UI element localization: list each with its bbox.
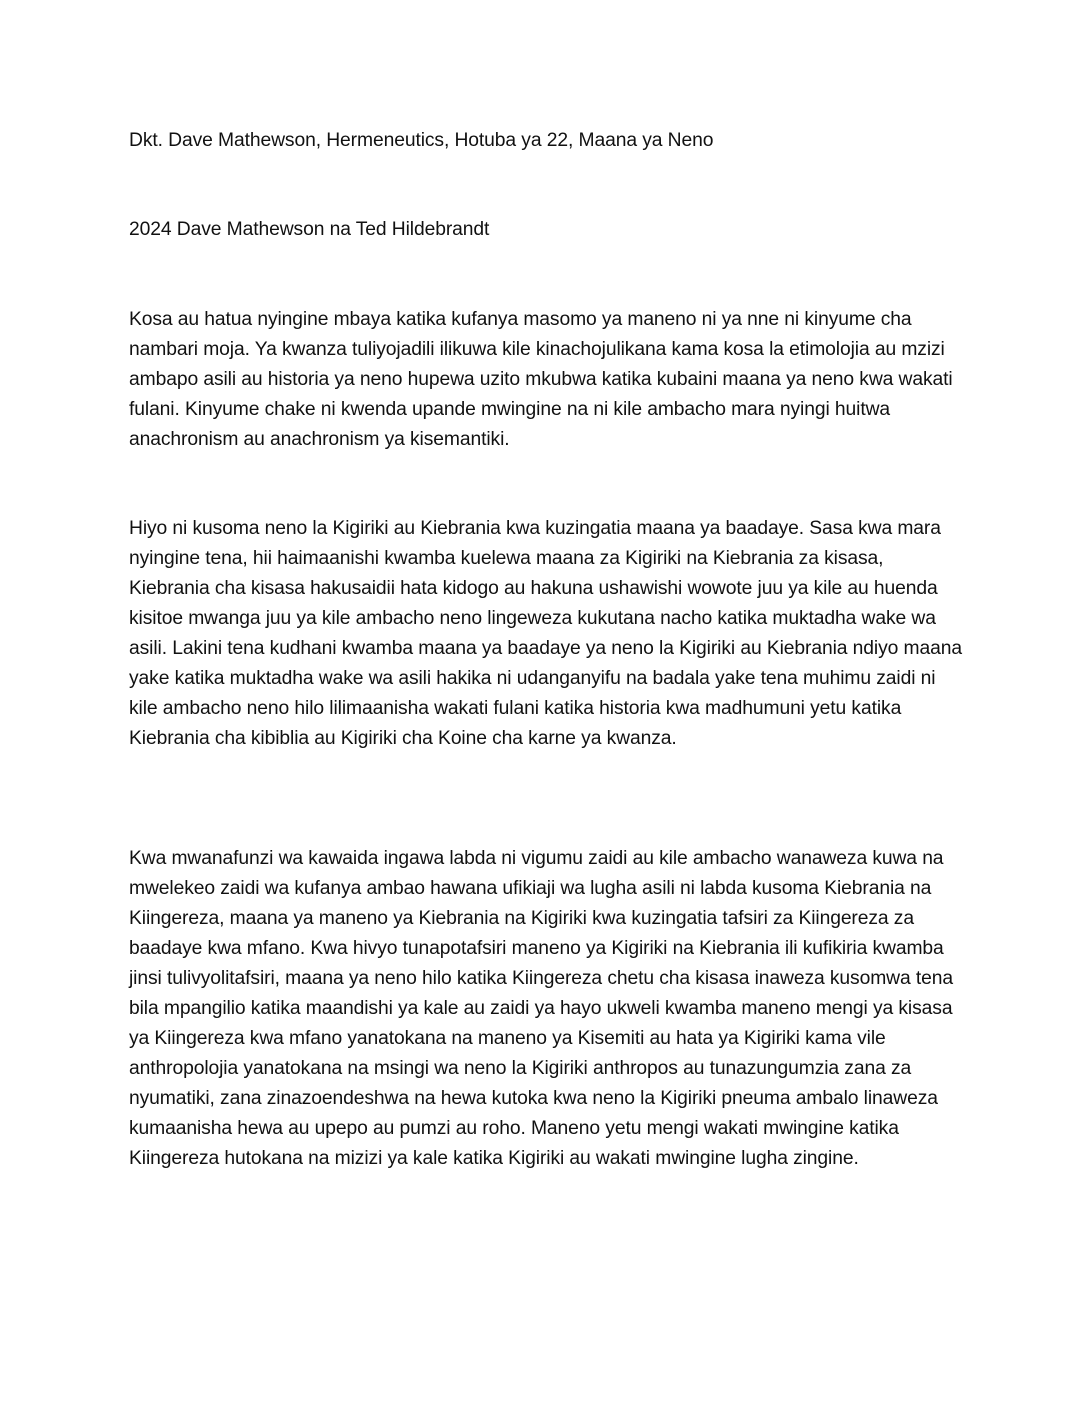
copyright-line: 2024 Dave Mathewson na Ted Hildebrandt: [129, 219, 490, 240]
document-title: Dkt. Dave Mathewson, Hermeneutics, Hotuba ya 22, Maana ya Neno: [129, 130, 714, 151]
paragraph-2: Hiyo ni kusoma neno la Kigiriki au Kiebrania kwa kuzingatia maana ya baadaye. Sasa kwa mara nyingine tena, hii haimaanishi kwamba kuelewa maana za Kigiriki na Kiebrania za kisasa, Kiebrania cha kisasa hakusaidii hata kidogo au hakuna ushawishi wowote juu ya kile au huenda kisitoe mwanga juu ya kile ambacho neno lingeweza kukutana nacho katika muktadha wake wa asili. Lakini tena kudhani kwamba maana ya baadaye ya neno la Kigiriki au Kiebrania ndiyo maana yake katika muktadha wake wa asili hakika ni udanganyifu na badala yake tena muhimu zaidi ni kile ambacho neno hilo lilimaanisha wakati fulani katika historia kwa madhumuni yetu katika Kiebrania cha kibiblia au Kigiriki cha Koine cha karne ya kwanza.: [129, 518, 962, 749]
paragraph-1: Kosa au hatua nyingine mbaya katika kufanya masomo ya maneno ni ya nne ni kinyume cha nambari moja. Ya kwanza tuliyojadili ilikuwa kile kinachojulikana kama kosa la etimolojia au mzizi ambapo asili au historia ya neno hupewa uzito mkubwa katika kubaini maana ya neno kwa wakati fulani. Kinyume chake ni kwenda upande mwingine na ni kile ambacho mara nyingi huitwa anachronism au anachronism ya kisemantiki.: [129, 309, 953, 450]
paragraph-3: Kwa mwanafunzi wa kawaida ingawa labda ni vigumu zaidi au kile ambacho wanaweza kuwa na mwelekeo zaidi wa kufanya ambao hawana ufikiaji wa lugha asili ni labda kusoma Kiebrania na Kiingereza, maana ya maneno ya Kiebrania na Kigiriki kwa kuzingatia tafsiri za Kiingereza za baadaye kwa mfano. Kwa hivyo tunapotafsiri maneno ya Kigiriki na Kiebrania ili kufikiria kwamba jinsi tulivyolitafsiri, maana ya neno hilo katika Kiingereza chetu cha kisasa inaweza kusomwa tena bila mpangilio katika maandishi ya kale au zaidi ya hayo ukweli kwamba maneno mengi ya kisasa ya Kiingereza kwa mfano yanatokana na maneno ya Kisemiti au hata ya Kigiriki kama vile anthropolojia yanatokana na msingi wa neno la Kigiriki anthropos au tunazungumzia zana za nyumatiki, zana zinazoendeshwa na hewa kutoka kwa neno la Kigiriki pneuma ambalo linaweza kumaanisha hewa au upepo au pumzi au roho. Maneno yetu mengi wakati mwingine katika Kiingereza hutokana na mizizi ya kale katika Kigiriki au wakati mwingine lugha zingine.: [129, 848, 954, 1169]
